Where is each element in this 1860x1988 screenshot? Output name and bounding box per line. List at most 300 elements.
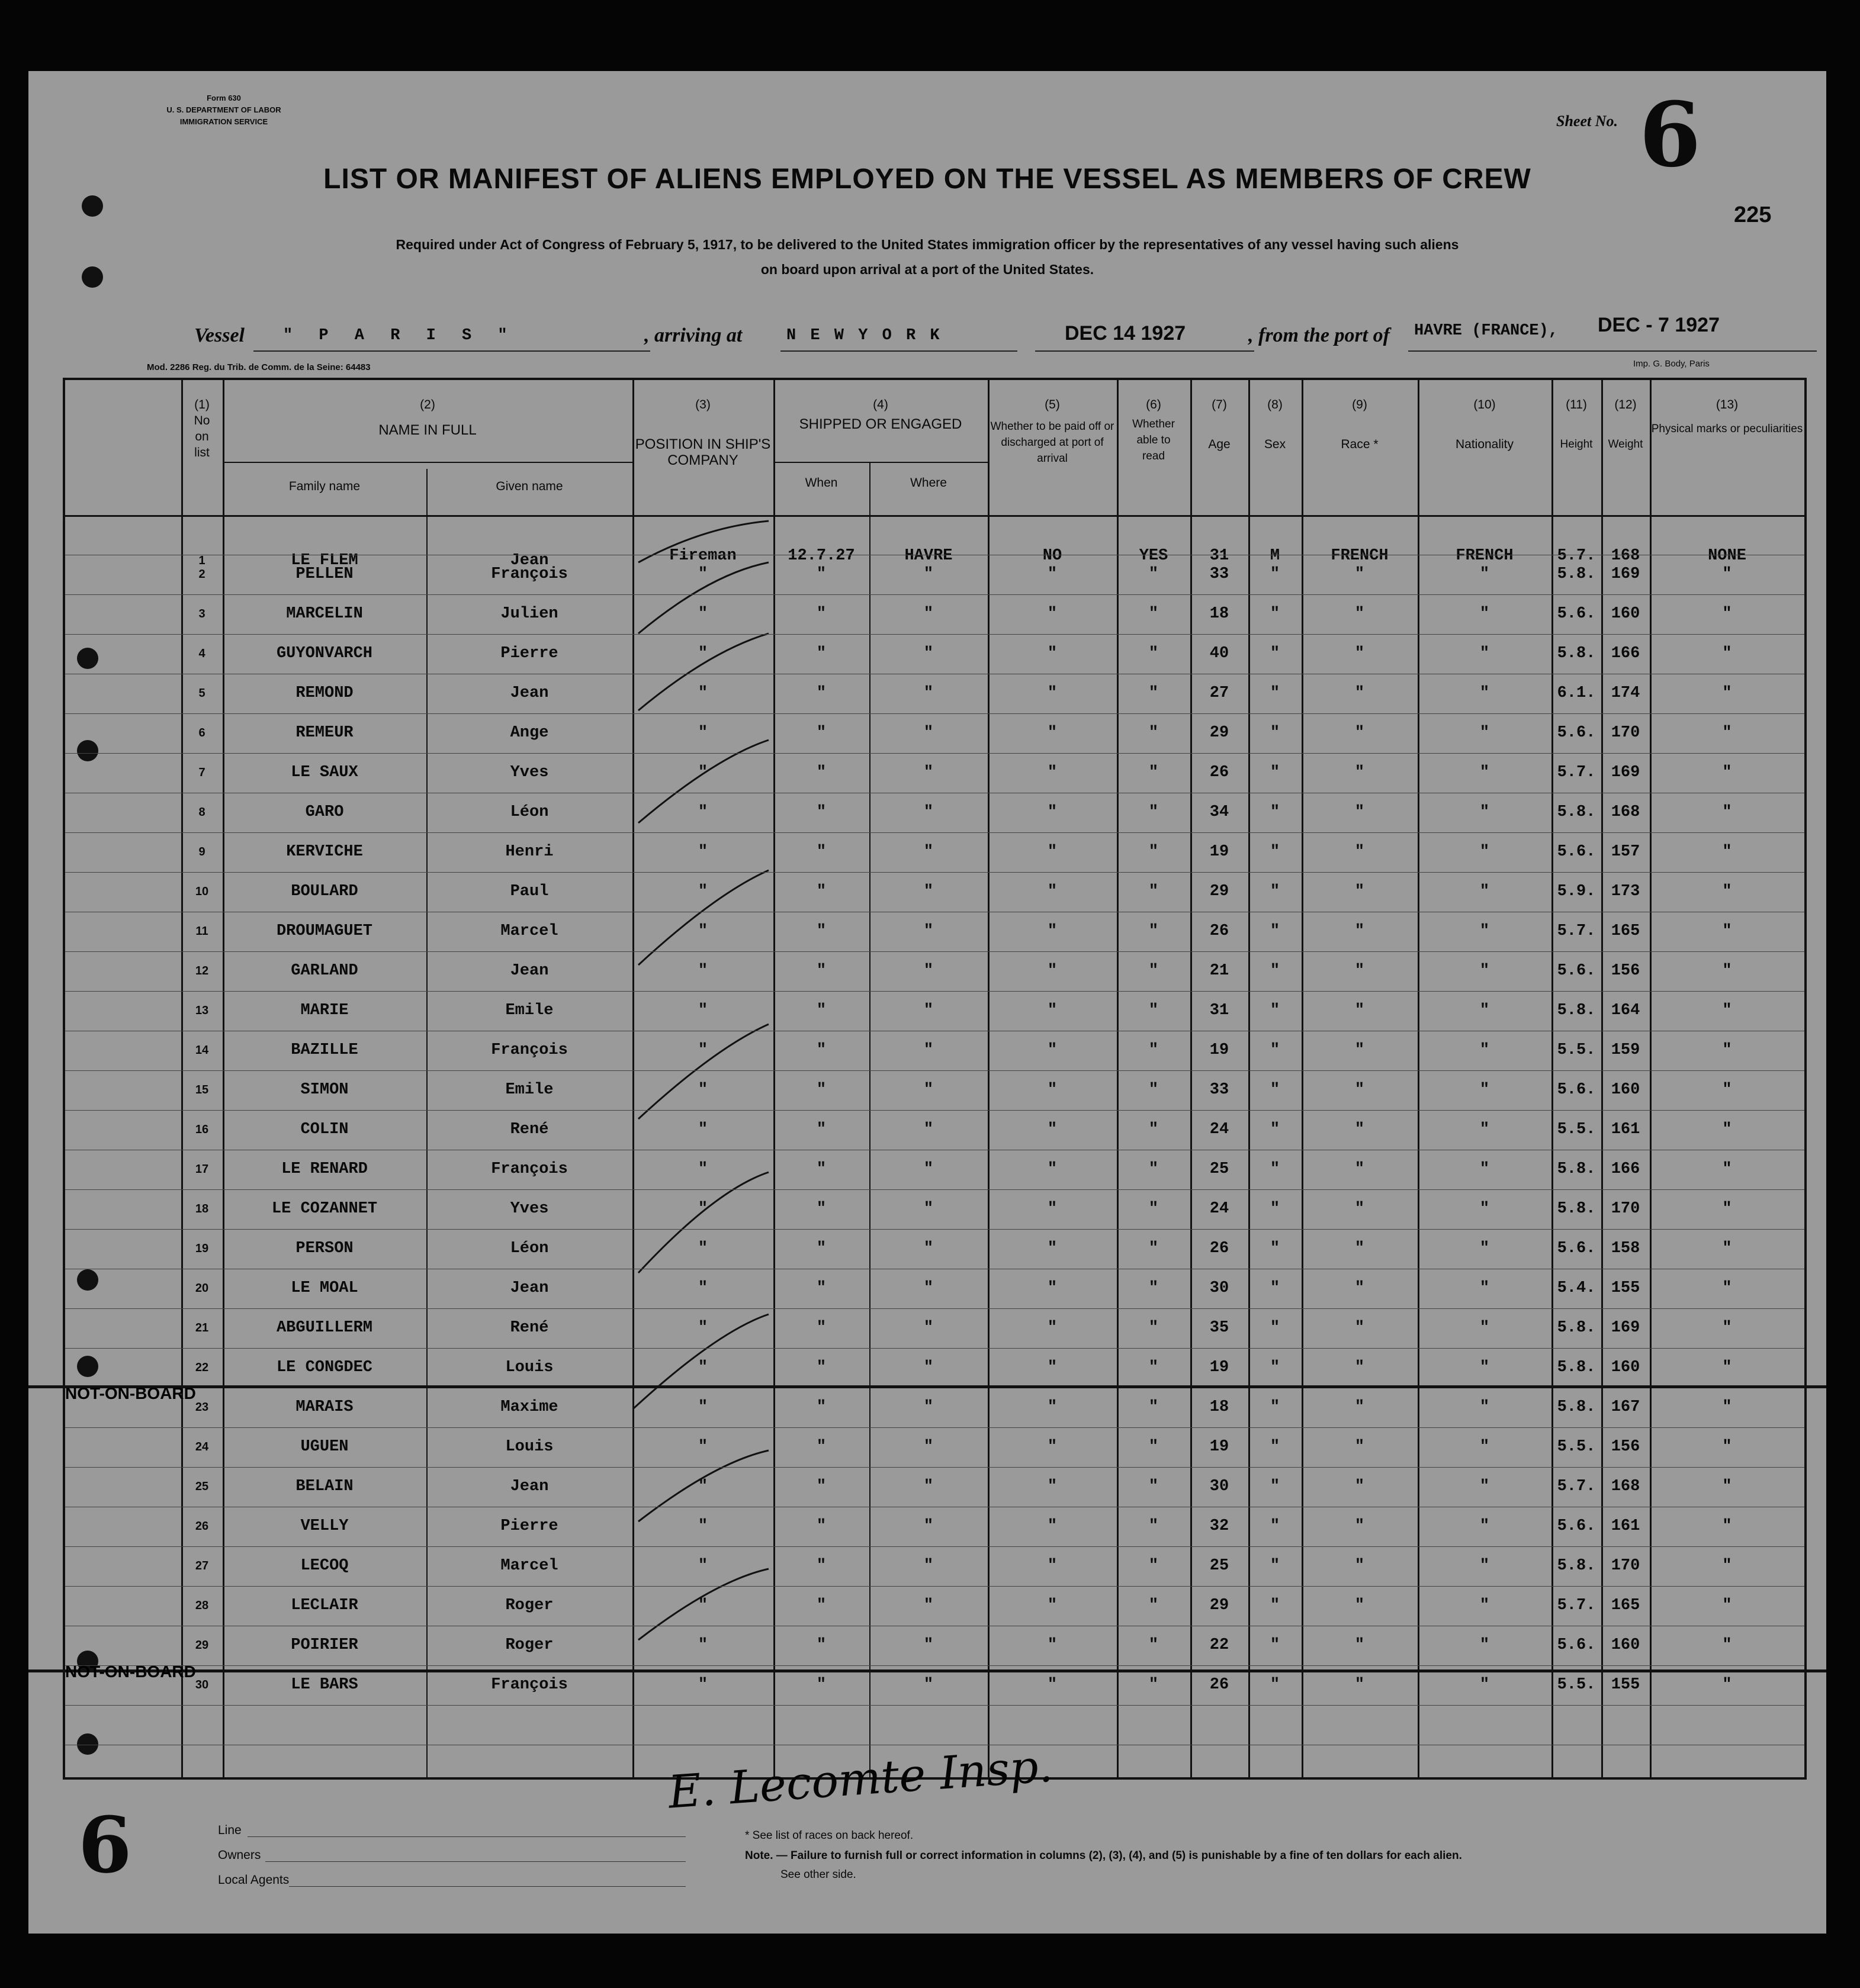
- row-no: 4: [198, 647, 205, 660]
- ditto-mark: ": [1148, 565, 1159, 583]
- family-name: BELAIN: [295, 1478, 354, 1495]
- ditto-mark: ": [1479, 1636, 1490, 1654]
- col-head-5: (5) Whether to be paid off or discharged at port of arrival: [990, 398, 1114, 465]
- ditto-mark: ": [923, 1557, 934, 1575]
- ditto-mark: ": [1047, 605, 1058, 623]
- ditto-mark: ": [1148, 1240, 1159, 1257]
- family-name: LE CONGDEC: [276, 1359, 373, 1376]
- ditto-mark: ": [698, 1636, 708, 1654]
- ditto-mark: ": [1354, 922, 1365, 940]
- row-no: 12: [195, 964, 209, 977]
- ditto-mark: ": [1479, 1081, 1490, 1099]
- family-name: LE BARS: [291, 1676, 358, 1694]
- ditto-mark: ": [1047, 1319, 1058, 1337]
- ditto-mark: ": [1354, 1240, 1365, 1257]
- ditto-mark: ": [923, 1517, 934, 1535]
- col-head-10: (10) Nationality: [1455, 398, 1514, 451]
- weight: 157: [1611, 843, 1640, 861]
- ditto-mark: ": [1270, 1160, 1280, 1178]
- arrival-port-underline: [780, 350, 1017, 352]
- row-no: 29: [195, 1639, 209, 1652]
- age: 22: [1209, 1636, 1229, 1654]
- ditto-mark: ": [1270, 1517, 1280, 1535]
- row-no: 22: [195, 1361, 209, 1374]
- ditto-mark: ": [1148, 1676, 1159, 1694]
- family-name: LECLAIR: [291, 1597, 358, 1614]
- weight: 161: [1611, 1517, 1640, 1535]
- weight: 169: [1611, 565, 1640, 583]
- ditto-mark: ": [1354, 724, 1365, 742]
- col-head-3: (3) POSITION IN SHIP'S COMPANY: [635, 398, 771, 468]
- ditto-mark: ": [1047, 1240, 1058, 1257]
- requirement-line-2: on board upon arrival at a port of the United States.: [760, 262, 1094, 277]
- row-separator: [65, 1110, 1804, 1111]
- age: 25: [1209, 1160, 1229, 1178]
- ditto-mark: ": [1047, 1438, 1058, 1456]
- age: 40: [1209, 645, 1229, 662]
- ditto-mark: ": [1148, 1041, 1159, 1059]
- height: 5.6.: [1557, 1636, 1596, 1654]
- ditto-mark: ": [1148, 1121, 1159, 1138]
- ditto-mark: ": [1354, 803, 1365, 821]
- ditto-mark: ": [1047, 645, 1058, 662]
- given-name: Maxime: [500, 1398, 558, 1416]
- ditto-mark: ": [1270, 1359, 1280, 1376]
- family-name: BAZILLE: [291, 1041, 358, 1059]
- ditto-slash-marks: [632, 515, 773, 1699]
- see-other-side: See other side.: [780, 1868, 856, 1881]
- ditto-mark: ": [1148, 1478, 1159, 1495]
- row-separator: [65, 1070, 1804, 1071]
- ditto-mark: ": [1479, 1240, 1490, 1257]
- ditto-mark: ": [1148, 1359, 1159, 1376]
- given-name: René: [510, 1121, 549, 1138]
- ditto-mark: ": [816, 1517, 827, 1535]
- ditto-mark: ": [1354, 1041, 1365, 1059]
- ditto-mark: ": [1479, 1597, 1490, 1614]
- family-name: KERVICHE: [286, 843, 363, 861]
- ditto-mark: ": [1479, 962, 1490, 980]
- age: 27: [1209, 684, 1229, 702]
- ditto-mark: ": [698, 1002, 708, 1019]
- ditto-mark: ": [1270, 1081, 1280, 1099]
- row-no: 23: [195, 1401, 209, 1414]
- given-name: Henri: [505, 843, 554, 861]
- ditto-mark: ": [1148, 724, 1159, 742]
- row-no: 20: [195, 1282, 209, 1295]
- vessel-underline: [253, 350, 650, 352]
- age: 26: [1209, 922, 1229, 940]
- family-name: GARLAND: [291, 962, 358, 980]
- family-name: LECOQ: [300, 1557, 349, 1575]
- col-head-6: (6) Whether able to read: [1132, 398, 1175, 462]
- ditto-mark: ": [1270, 843, 1280, 861]
- age: 26: [1209, 1676, 1229, 1694]
- height: 5.8.: [1557, 1398, 1596, 1416]
- ditto-mark: ": [698, 1041, 708, 1059]
- ditto-mark: ": [1722, 1002, 1732, 1019]
- weight: 158: [1611, 1240, 1640, 1257]
- weight: 166: [1611, 645, 1640, 662]
- ditto-mark: ": [816, 724, 827, 742]
- ditto-mark: ": [1354, 1160, 1365, 1178]
- given-name: Louis: [505, 1359, 554, 1376]
- row-separator: [65, 1705, 1804, 1706]
- strike-line-29: [28, 1669, 1826, 1672]
- height: 6.1.: [1557, 684, 1596, 702]
- ditto-mark: ": [698, 684, 708, 702]
- arriving-label: , arriving at: [644, 324, 743, 346]
- arrival-date-underline: [1035, 350, 1254, 352]
- ditto-mark: ": [698, 843, 708, 861]
- ditto-mark: ": [923, 883, 934, 900]
- ditto-mark: ": [1354, 605, 1365, 623]
- given-name: Julien: [500, 605, 558, 623]
- ditto-mark: ": [1354, 1279, 1365, 1297]
- ditto-mark: ": [1479, 1517, 1490, 1535]
- form-header-block: [135, 92, 313, 128]
- age: 24: [1209, 1121, 1229, 1138]
- ditto-mark: ": [1354, 565, 1365, 583]
- punch-hole: [82, 195, 103, 217]
- vessel-label: Vessel: [194, 324, 245, 346]
- row-no: 15: [195, 1083, 209, 1096]
- ditto-mark: ": [1270, 1557, 1280, 1575]
- ditto-mark: ": [1354, 684, 1365, 702]
- ditto-mark: ": [1270, 645, 1280, 662]
- row-1-position: Fireman: [669, 547, 737, 565]
- ditto-mark: ": [1722, 565, 1732, 583]
- ditto-mark: ": [1479, 1676, 1490, 1694]
- age: 33: [1209, 1081, 1229, 1099]
- header-bottom: [65, 515, 1804, 517]
- family-name: LE COZANNET: [271, 1200, 378, 1218]
- ditto-mark: ": [1148, 1557, 1159, 1575]
- ditto-mark: ": [1270, 803, 1280, 821]
- ditto-mark: ": [1148, 922, 1159, 940]
- ditto-mark: ": [1354, 764, 1365, 781]
- row-1-age: 31: [1209, 547, 1229, 565]
- given-name: Jean: [510, 1478, 549, 1495]
- owners-underline: [265, 1861, 686, 1862]
- ditto-mark: ": [816, 1081, 827, 1099]
- ditto-mark: ": [1479, 1557, 1490, 1575]
- ditto-mark: ": [698, 724, 708, 742]
- given-name: Yves: [510, 764, 549, 781]
- ditto-mark: ": [816, 843, 827, 861]
- ditto-mark: ": [1270, 1041, 1280, 1059]
- given-name: Léon: [510, 1240, 549, 1257]
- row-1-no: 1: [198, 554, 205, 567]
- col-head-2a: Family name: [288, 480, 361, 493]
- ditto-mark: ": [1270, 1319, 1280, 1337]
- weight: 165: [1611, 922, 1640, 940]
- height: 5.4.: [1557, 1279, 1596, 1297]
- family-name: GARO: [305, 803, 344, 821]
- ditto-mark: ": [1270, 962, 1280, 980]
- family-name: MARAIS: [295, 1398, 354, 1416]
- ditto-mark: ": [1722, 1398, 1732, 1416]
- ditto-mark: ": [1354, 1557, 1365, 1575]
- row-separator: [65, 1586, 1804, 1587]
- row-no: 28: [195, 1599, 209, 1612]
- ditto-mark: ": [923, 962, 934, 980]
- height: 5.6.: [1557, 843, 1596, 861]
- ditto-mark: ": [816, 684, 827, 702]
- ditto-mark: ": [1722, 803, 1732, 821]
- row-separator: [65, 713, 1804, 714]
- printer-line: Imp. G. Body, Paris: [1633, 359, 1710, 369]
- row-no: 5: [198, 687, 205, 700]
- ditto-mark: ": [1354, 1438, 1365, 1456]
- ditto-mark: ": [698, 1597, 708, 1614]
- ditto-mark: ": [1354, 1517, 1365, 1535]
- weight: 160: [1611, 1359, 1640, 1376]
- ditto-mark: ": [1722, 684, 1732, 702]
- row-1-given: Jean: [510, 552, 549, 570]
- ditto-mark: ": [1047, 684, 1058, 702]
- ditto-mark: ": [1722, 1081, 1732, 1099]
- col-head-4a: When: [805, 476, 838, 490]
- age: 21: [1209, 962, 1229, 980]
- ditto-mark: ": [1270, 1121, 1280, 1138]
- row-1-marks: NONE: [1708, 547, 1746, 565]
- age: 24: [1209, 1200, 1229, 1218]
- row-no: 9: [198, 845, 205, 858]
- row-no: 17: [195, 1163, 209, 1176]
- row-no: 26: [195, 1520, 209, 1533]
- age: 18: [1209, 605, 1229, 623]
- ditto-mark: ": [1047, 1597, 1058, 1614]
- departure-port: HAVRE (FRANCE),: [1414, 322, 1559, 340]
- col-head-1: (1) No on list: [194, 398, 210, 459]
- ditto-mark: ": [1354, 1636, 1365, 1654]
- ditto-mark: ": [1047, 1517, 1058, 1535]
- ditto-mark: ": [816, 1359, 827, 1376]
- age: 35: [1209, 1319, 1229, 1337]
- given-name: François: [491, 1160, 568, 1178]
- age: 19: [1209, 843, 1229, 861]
- ditto-mark: ": [1354, 1121, 1365, 1138]
- ditto-mark: ": [816, 1279, 827, 1297]
- ditto-mark: ": [1047, 1002, 1058, 1019]
- row-separator: [65, 634, 1804, 635]
- given-name: Yves: [510, 1200, 549, 1218]
- family-name: LE SAUX: [291, 764, 358, 781]
- ditto-mark: ": [1270, 1597, 1280, 1614]
- ditto-mark: ": [816, 1557, 827, 1575]
- family-name: DROUMAGUET: [276, 922, 373, 940]
- ditto-mark: ": [923, 724, 934, 742]
- col-head-8: (8) Sex: [1264, 398, 1286, 451]
- weight: 170: [1611, 1557, 1640, 1575]
- given-name: Roger: [505, 1597, 554, 1614]
- ditto-mark: ": [1722, 1160, 1732, 1178]
- ditto-mark: ": [698, 1676, 708, 1694]
- row-1-read: YES: [1139, 547, 1168, 565]
- ditto-mark: ": [1479, 605, 1490, 623]
- row-separator: [65, 1308, 1804, 1309]
- ditto-mark: ": [698, 1557, 708, 1575]
- ditto-mark: ": [1270, 1676, 1280, 1694]
- height: 5.8.: [1557, 1359, 1596, 1376]
- ditto-mark: ": [698, 1121, 708, 1138]
- given-name: René: [510, 1319, 549, 1337]
- ditto-mark: ": [698, 764, 708, 781]
- ditto-mark: ": [1354, 1398, 1365, 1416]
- col-head-9: (9) Race *: [1341, 398, 1379, 451]
- family-name: PELLEN: [295, 565, 354, 583]
- given-name: Pierre: [500, 645, 558, 662]
- family-name: LE MOAL: [291, 1279, 358, 1297]
- row-no: 2: [198, 568, 205, 581]
- ditto-mark: ": [816, 764, 827, 781]
- ditto-mark: ": [1148, 1200, 1159, 1218]
- row-no: 24: [195, 1440, 209, 1453]
- given-name: Ange: [510, 724, 549, 742]
- ditto-mark: ": [1047, 1121, 1058, 1138]
- row-1-race: FRENCH: [1331, 547, 1389, 565]
- arrival-port: N E W Y O R K: [786, 327, 942, 345]
- weight: 160: [1611, 1636, 1640, 1654]
- ditto-mark: ": [1047, 1478, 1058, 1495]
- row-no: 10: [195, 885, 209, 898]
- row-no: 18: [195, 1202, 209, 1215]
- row-no: 8: [198, 806, 205, 819]
- ditto-mark: ": [923, 922, 934, 940]
- family-name: REMOND: [295, 684, 354, 702]
- races-note: * See list of races on back hereof.: [745, 1829, 914, 1842]
- ditto-mark: ": [698, 1517, 708, 1535]
- ditto-mark: ": [1722, 645, 1732, 662]
- ditto-mark: ": [1270, 883, 1280, 900]
- row-separator: [65, 753, 1804, 754]
- ditto-mark: ": [1479, 1121, 1490, 1138]
- ditto-mark: ": [923, 1041, 934, 1059]
- ditto-mark: ": [1270, 1438, 1280, 1456]
- ditto-mark: ": [923, 1200, 934, 1218]
- departure-underline: [1408, 350, 1817, 352]
- height: 5.6.: [1557, 1240, 1596, 1257]
- col-head-11: (11) Height: [1560, 398, 1593, 451]
- ditto-mark: ": [1270, 764, 1280, 781]
- row-separator: [65, 1546, 1804, 1547]
- col-head-7: (7) Age: [1208, 398, 1231, 451]
- given-name: François: [491, 565, 568, 583]
- manifest-sheet: [28, 71, 1826, 1934]
- ditto-mark: ": [1047, 1279, 1058, 1297]
- ditto-mark: ": [1479, 803, 1490, 821]
- age: 32: [1209, 1517, 1229, 1535]
- sheet-label: Sheet No.: [1556, 112, 1618, 130]
- ditto-mark: ": [923, 1279, 934, 1297]
- col-head-2: (2) NAME IN FULL: [378, 398, 477, 438]
- row-no: 19: [195, 1242, 209, 1255]
- given-name: Marcel: [500, 1557, 558, 1575]
- agents-label: Local Agents: [218, 1873, 290, 1887]
- ditto-mark: ": [816, 1478, 827, 1495]
- given-name: Louis: [505, 1438, 554, 1456]
- ditto-mark: ": [1354, 1002, 1365, 1019]
- family-name: ABGUILLERM: [276, 1319, 373, 1337]
- ditto-mark: ": [1354, 883, 1365, 900]
- ditto-mark: ": [923, 1359, 934, 1376]
- family-name: VELLY: [300, 1517, 349, 1535]
- ditto-mark: ": [1148, 1160, 1159, 1178]
- ditto-mark: ": [1354, 1478, 1365, 1495]
- ditto-mark: ": [1047, 962, 1058, 980]
- age: 29: [1209, 883, 1229, 900]
- vessel-name: " P A R I S ": [283, 327, 516, 345]
- col-head-13: (13) Physical marks or peculiarities: [1651, 398, 1803, 435]
- corner-sheet-number: 6: [78, 1800, 132, 1890]
- height: 5.6.: [1557, 1081, 1596, 1099]
- age: 29: [1209, 1597, 1229, 1614]
- ditto-mark: ": [1722, 1478, 1732, 1495]
- ditto-mark: ": [923, 565, 934, 583]
- from-label: , from the port of: [1248, 324, 1390, 346]
- age: 31: [1209, 1002, 1229, 1019]
- ditto-mark: ": [816, 565, 827, 583]
- not-on-board-stamp: NOT-ON-BOARD: [65, 1384, 196, 1402]
- ditto-mark: ": [1047, 1676, 1058, 1694]
- row-separator: [65, 991, 1804, 992]
- ditto-mark: ": [1148, 883, 1159, 900]
- col-head-4: (4) SHIPPED OR ENGAGED: [799, 398, 962, 432]
- ditto-mark: ": [1722, 1279, 1732, 1297]
- age: 18: [1209, 1398, 1229, 1416]
- row-no: 11: [195, 925, 208, 938]
- row-separator: [65, 594, 1804, 595]
- page-number: 225: [1734, 202, 1772, 227]
- weight: 170: [1611, 1200, 1640, 1218]
- ditto-mark: ": [923, 1636, 934, 1654]
- ditto-mark: ": [923, 1398, 934, 1416]
- family-name: SIMON: [300, 1081, 349, 1099]
- ditto-mark: ": [1354, 645, 1365, 662]
- row-separator: [65, 1427, 1804, 1428]
- ditto-mark: ": [698, 1398, 708, 1416]
- weight: 159: [1611, 1041, 1640, 1059]
- height: 5.7.: [1557, 1478, 1596, 1495]
- ditto-mark: ": [1354, 843, 1365, 861]
- weight: 155: [1611, 1279, 1640, 1297]
- ditto-mark: ": [1148, 1438, 1159, 1456]
- given-name: Roger: [505, 1636, 554, 1654]
- ditto-mark: ": [698, 1478, 708, 1495]
- row-no: 14: [195, 1044, 209, 1057]
- ditto-mark: ": [1479, 883, 1490, 900]
- ditto-mark: ": [816, 645, 827, 662]
- family-name: LE RENARD: [281, 1160, 368, 1178]
- ditto-mark: ": [1047, 565, 1058, 583]
- age: 30: [1209, 1478, 1229, 1495]
- row-1-where: HAVRE: [904, 547, 953, 565]
- ditto-mark: ": [816, 1002, 827, 1019]
- ditto-mark: ": [816, 1041, 827, 1059]
- arrival-date: DEC 14 1927: [1065, 322, 1186, 345]
- ditto-mark: ": [1479, 1398, 1490, 1416]
- row-no: 13: [195, 1004, 209, 1017]
- ditto-mark: ": [698, 1200, 708, 1218]
- ditto-mark: ": [698, 922, 708, 940]
- ditto-mark: ": [1270, 724, 1280, 742]
- height: 5.6.: [1557, 1517, 1596, 1535]
- row-1-height: 5.7.: [1557, 547, 1596, 565]
- ditto-mark: ": [1479, 1279, 1490, 1297]
- age: 26: [1209, 1240, 1229, 1257]
- ditto-mark: ": [1047, 803, 1058, 821]
